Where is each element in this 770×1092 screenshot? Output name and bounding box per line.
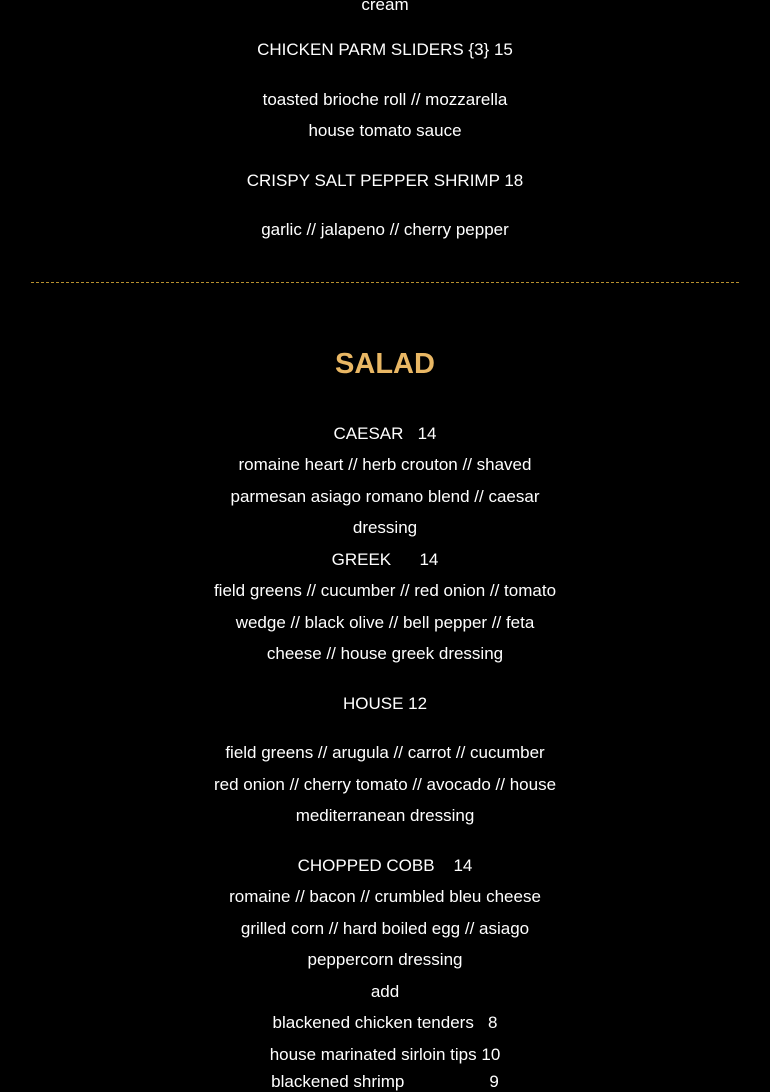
menu-item-title: GREEK 14 (331, 550, 439, 569)
addon-item: blackened shrimp 9 (271, 1072, 499, 1091)
menu-item-desc: grilled corn // hard boiled egg // asiago (240, 919, 530, 938)
menu-item-desc: dressing (352, 518, 418, 537)
menu-item-desc: wedge // black olive // bell pepper // feta (235, 613, 535, 632)
menu-item-title: CRISPY SALT PEPPER SHRIMP 18 (246, 171, 524, 190)
menu-item-desc: cheese // house greek dressing (266, 644, 504, 663)
section-title-salad: SALAD (335, 348, 435, 380)
menu-item-desc: house tomato sauce (308, 121, 462, 140)
addon-item: blackened chicken tenders 8 (272, 1013, 498, 1032)
menu-item-desc: garlic // jalapeno // cherry pepper (261, 220, 509, 239)
menu-item-title: CAESAR 14 (333, 424, 437, 443)
addon-item: house marinated sirloin tips 10 (269, 1045, 501, 1064)
menu-item-desc: romaine heart // herb crouton // shaved (238, 455, 532, 474)
menu-item-title: CHICKEN PARM SLIDERS {3} 15 (257, 40, 513, 59)
menu-item-desc: red onion // cherry tomato // avocado // house (213, 775, 557, 794)
section-divider (31, 282, 739, 283)
menu-item-desc: peppercorn dressing (307, 950, 463, 969)
menu-item-desc: romaine // bacon // crumbled bleu cheese (229, 887, 541, 906)
menu-item-desc: field greens // cucumber // red onion // tomato (213, 581, 557, 600)
menu-item-title: HOUSE 12 (342, 694, 428, 713)
menu-item-title: CHOPPED COBB 14 (297, 856, 473, 875)
menu-item-desc: parmesan asiago romano blend // caesar (230, 487, 540, 506)
menu-item-desc: field greens // arugula // carrot // cucumber (225, 743, 545, 762)
menu-item-desc: toasted brioche roll // mozzarella (262, 90, 508, 109)
menu-item-desc: mediterranean dressing (295, 806, 475, 825)
previous-item-desc-fragment: cream (361, 0, 409, 14)
addon-label: add (370, 982, 400, 1001)
